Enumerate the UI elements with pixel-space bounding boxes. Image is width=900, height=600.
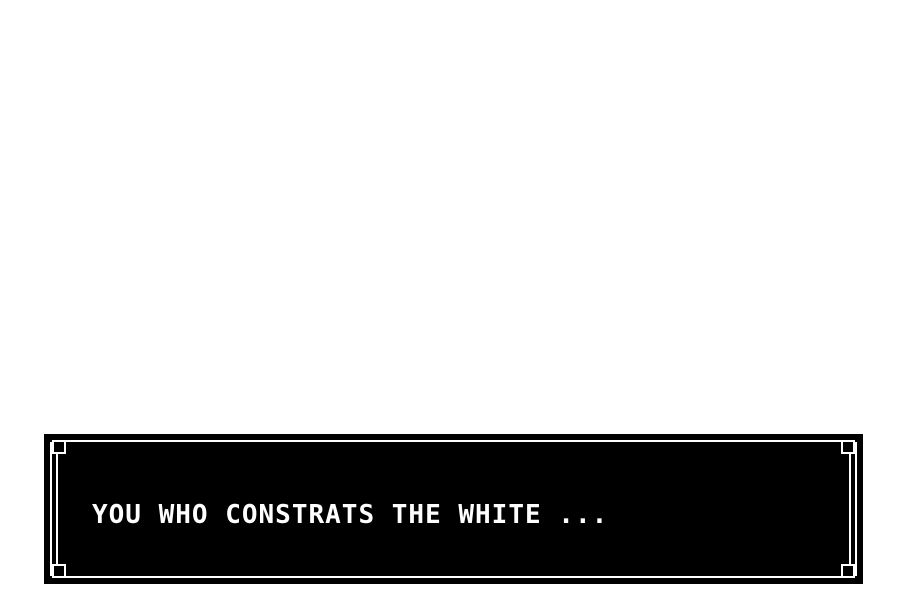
dialog-text: YOU WHO CONSTRATS THE WHITE ...: [92, 500, 609, 530]
dialog-corner-bottom-left: [52, 564, 66, 578]
dialog-frame-left: [50, 442, 52, 576]
dialog-frame-inner-right: [849, 454, 851, 564]
dialog-frame-bottom: [52, 576, 855, 578]
dialog-corner-bottom-right: [841, 564, 855, 578]
dialog-frame-top: [52, 440, 855, 442]
dialog-frame-right: [855, 442, 857, 576]
dialog-box[interactable]: [44, 434, 863, 584]
dialog-frame-inner-left: [56, 454, 58, 564]
dialog-corner-top-right: [841, 440, 855, 454]
dialog-corner-top-left: [52, 440, 66, 454]
